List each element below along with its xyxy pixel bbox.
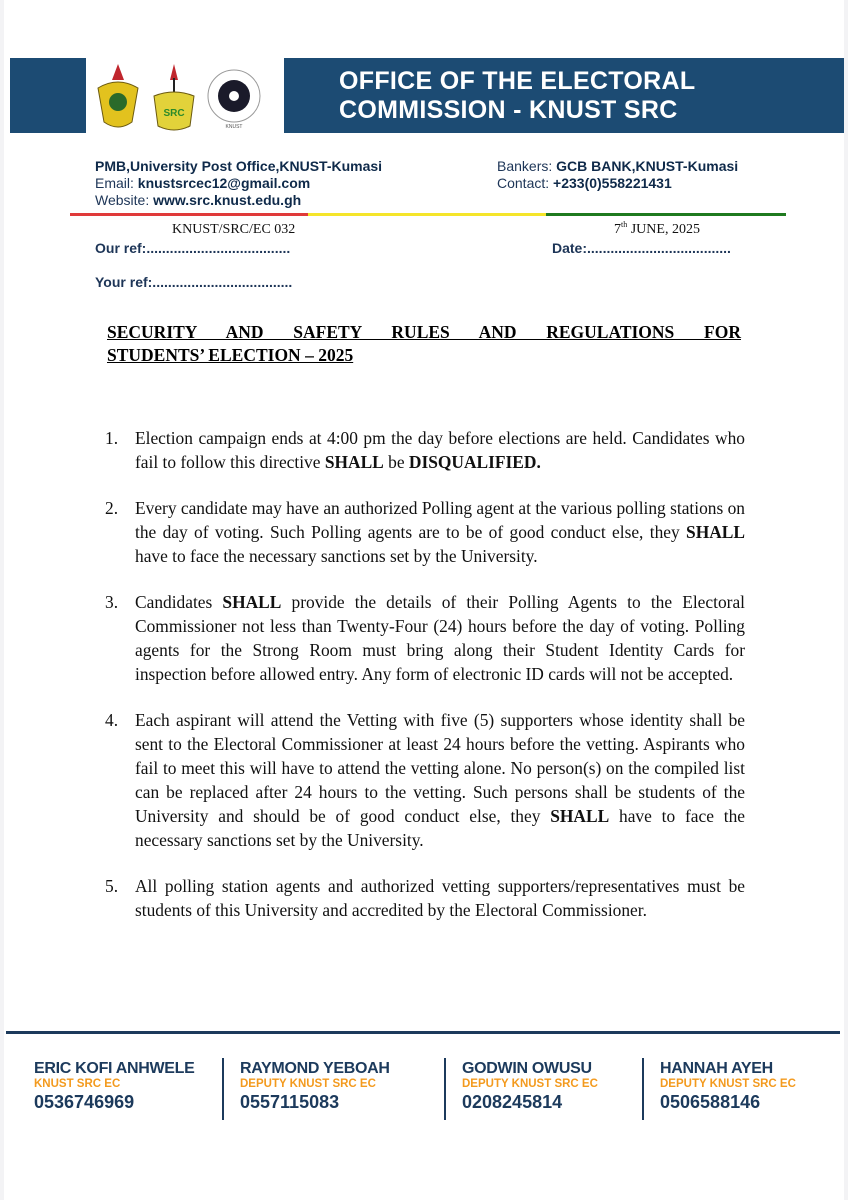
rule-item — [105, 590, 745, 686]
date-value: 7th JUNE, 2025 — [614, 220, 700, 237]
address: PMB,University Post Office,KNUST-Kumasi — [95, 158, 383, 174]
contact-name: ERIC KOFI ANHWELE — [34, 1060, 195, 1077]
bank-contact-block — [497, 158, 738, 192]
footer-contact — [650, 1060, 796, 1112]
footer-divider — [222, 1058, 224, 1120]
header-title-line1: OFFICE OF THE ELECTORAL — [339, 67, 696, 95]
contact-role: DEPUTY KNUST SRC EC — [660, 1078, 796, 1091]
our-ref-value: KNUST/SRC/EC 032 — [172, 222, 296, 237]
date-label: Date:..................................... — [552, 240, 731, 256]
contact-role: DEPUTY KNUST SRC EC — [240, 1078, 376, 1091]
website-label: Website: — [95, 192, 154, 208]
letter-page — [4, 0, 844, 1200]
email-label: Email: — [95, 175, 138, 191]
rule-number: 2. — [105, 498, 119, 518]
rule-text: Each aspirant will attend the Vetting with five (5) supporters whose identity shall be sent to the Electoral Commissioner at least 24 hours before the vetting. Aspirants who fail to meet this will have to attend the vetting alone. No person(s) on the compiled list can be replaced after 24 hours to the vetting. Such persons shall be students of the University and should be of good conduct else, they SHALL have to face the necessary sanctions set by the University. — [135, 710, 745, 850]
footer-rule — [6, 1031, 840, 1034]
rule-number: 5. — [105, 876, 119, 896]
email-link[interactable]: knustsrcec12@gmail.com — [137, 175, 311, 191]
footer-contact — [452, 1060, 598, 1112]
footer-contact — [230, 1060, 390, 1112]
our-ref-label: Our ref:..................................... — [95, 240, 291, 256]
electoral-commission-seal — [204, 66, 264, 130]
contact-phone: 0557115083 — [240, 1091, 340, 1112]
rule-item — [105, 496, 745, 568]
title-line1: SECURITY AND SAFETY RULES AND REGULATIONS FOR — [107, 322, 741, 342]
rules-list — [105, 426, 745, 944]
rule-item — [105, 874, 745, 922]
contact-name: GODWIN OWUSU — [462, 1060, 592, 1077]
contact-role: KNUST SRC EC — [34, 1078, 121, 1091]
contact-phone: 0506588146 — [660, 1091, 761, 1112]
rule-number: 3. — [105, 592, 119, 612]
title-line2: STUDENTS’ ELECTION – 2025 — [107, 345, 354, 365]
rule-text: Election campaign ends at 4:00 pm the day before elections are held. Candidates who fail to follow this directive SHALL be DISQUALIFIED. — [135, 428, 745, 472]
phone: +233(0)558221431 — [553, 175, 672, 191]
rule-number: 4. — [105, 710, 119, 730]
contact-name: RAYMOND YEBOAH — [240, 1060, 390, 1077]
red-rule — [70, 213, 308, 216]
yellow-rule — [308, 213, 546, 216]
contact-name: HANNAH AYEH — [660, 1060, 773, 1077]
header-band — [284, 58, 844, 133]
document-title — [107, 321, 741, 367]
svg-text:KNUST: KNUST — [225, 124, 243, 130]
knust-crest-logo — [92, 62, 144, 134]
contact-phone: 0208245814 — [462, 1091, 563, 1112]
src-logo — [148, 62, 200, 134]
rule-item — [105, 708, 745, 852]
rule-text: Every candidate may have an authorized Polling agent at the various polling stations on the day of voting. Such Polling agents are to be of good conduct else, they SHALL have to face the necessary sanctions set by the University. — [135, 498, 745, 566]
contact-phone: 0536746969 — [34, 1091, 135, 1112]
header-band-left — [10, 58, 86, 133]
bankers-label: Bankers: — [497, 158, 557, 174]
website-link[interactable]: www.src.knust.edu.gh — [153, 192, 302, 208]
rule-item — [105, 426, 745, 474]
footer-divider — [642, 1058, 644, 1120]
svg-text:SRC: SRC — [163, 108, 185, 119]
bankers: GCB BANK,KNUST-Kumasi — [556, 158, 739, 174]
your-ref-label: Your ref:.................................... — [95, 274, 293, 290]
header-title-line2: COMMISSION - KNUST SRC — [339, 96, 678, 124]
green-rule — [546, 213, 786, 216]
footer-divider — [444, 1058, 446, 1120]
contact-label: Contact: — [497, 175, 554, 191]
rule-text: All polling station agents and authorized vetting supporters/representatives must be students of this University and accredited by the Electoral Commissioner. — [135, 876, 745, 920]
contact-role: DEPUTY KNUST SRC EC — [462, 1078, 598, 1091]
rule-text: Candidates SHALL provide the details of their Polling Agents to the Electoral Commissioner not less than Twenty-Four (24) hours before the day of voting. Polling agents for the Strong Room must bring along their Student Identity Cards for inspection before allowed entry. Any form of electronic ID cards will not be accepted. — [135, 592, 745, 684]
rule-number: 1. — [105, 428, 119, 448]
address-block — [95, 158, 382, 209]
footer-contact — [24, 1060, 195, 1112]
